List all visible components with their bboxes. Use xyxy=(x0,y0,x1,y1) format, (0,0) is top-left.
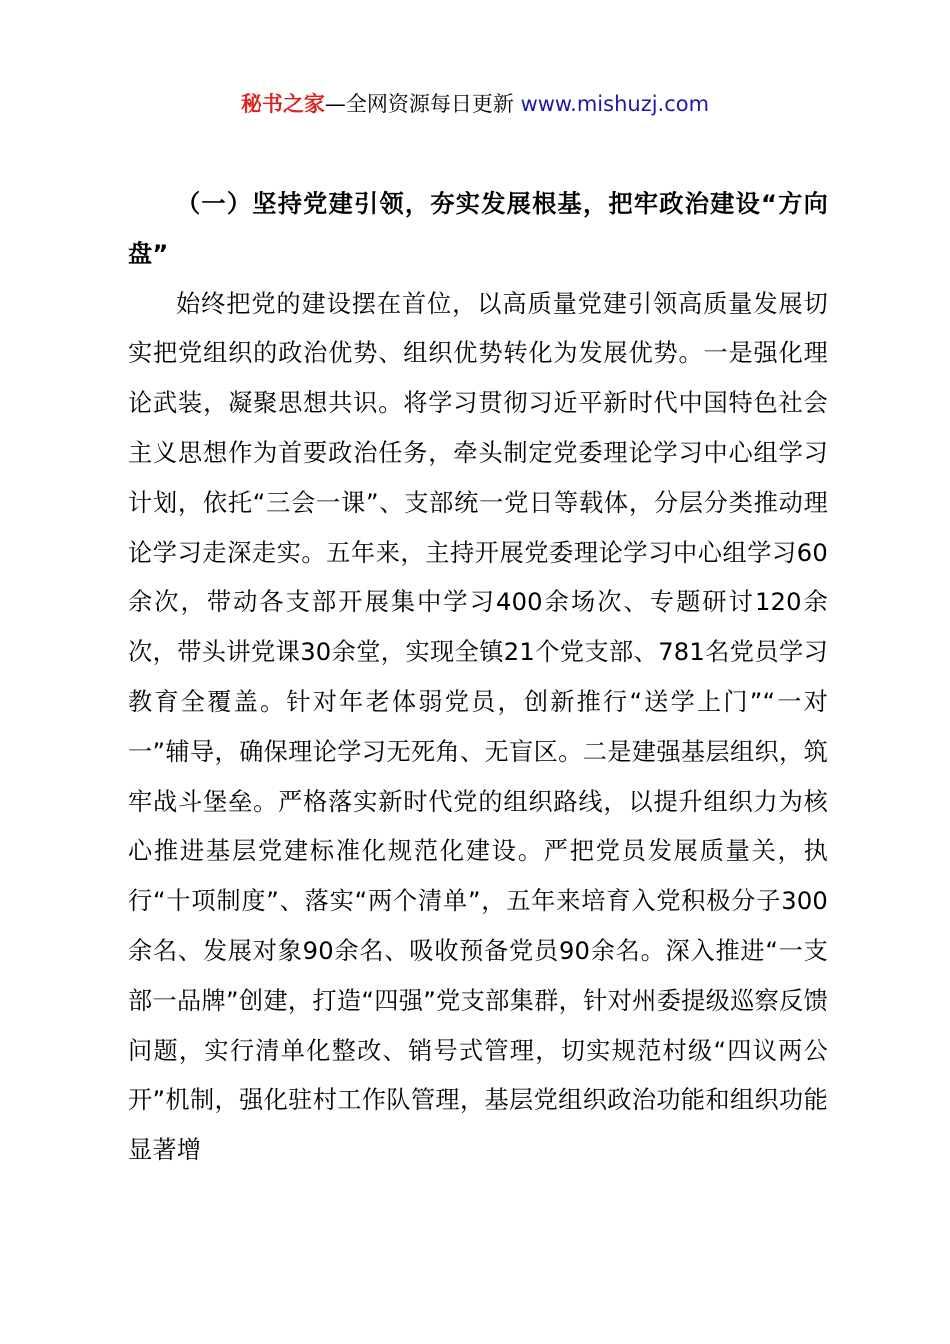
body-paragraph: 始终把党的建设摆在首位，以高质量党建引领高质量发展切实把党组织的政治优势、组织优势转化为发展优势。一是强化理论武装，凝聚思想共识。将学习贯彻习近平新时代中国特色社会主义思想作为首要政治任务，牵头制定党委理论学习中心组学习计划，依托“三会一课”、支部统一党日等载体，分层分类推动理论学习走深走实。五年来，主持开展党委理论学习中心组学习60余次，带动各支部开展集中学习400余场次、专题研讨120余次，带头讲党课30余堂，实现全镇21个党支部、781名党员学习教育全覆盖。针对年老体弱党员，创新推行“送学上门”“一对一”辅导，确保理论学习无死角、无盲区。二是建强基层组织，筑牢战斗堡垒。严格落实新时代党的组织路线，以提升组织力为核心推进基层党建标准化规范化建设。严把党员发展质量关，执行“十项制度”、落实“两个清单”，五年来培育入党积极分子300余名、发展对象90余名、吸收预备党员90余名。深入推进“一支部一品牌”创建，打造“四强”党支部集群，针对州委提级巡察反馈问题，实行清单化整改、销号式管理，切实规范村级“四议两公开”机制，强化驻村工作队管理，基层党组织政治功能和组织功能显著增 xyxy=(128,289,828,1165)
section-heading: （一）坚持党建引领，夯实发展根基，把牢政治建设“方向盘” xyxy=(128,190,828,268)
site-url-link[interactable]: www.mishuzj.com xyxy=(520,92,710,116)
site-header xyxy=(0,88,950,120)
brand-name: 秘书之家 xyxy=(240,92,325,116)
header-dash: — xyxy=(324,92,346,116)
document-body xyxy=(128,180,828,1176)
header-tagline: 全网资源每日更新 xyxy=(345,92,514,116)
